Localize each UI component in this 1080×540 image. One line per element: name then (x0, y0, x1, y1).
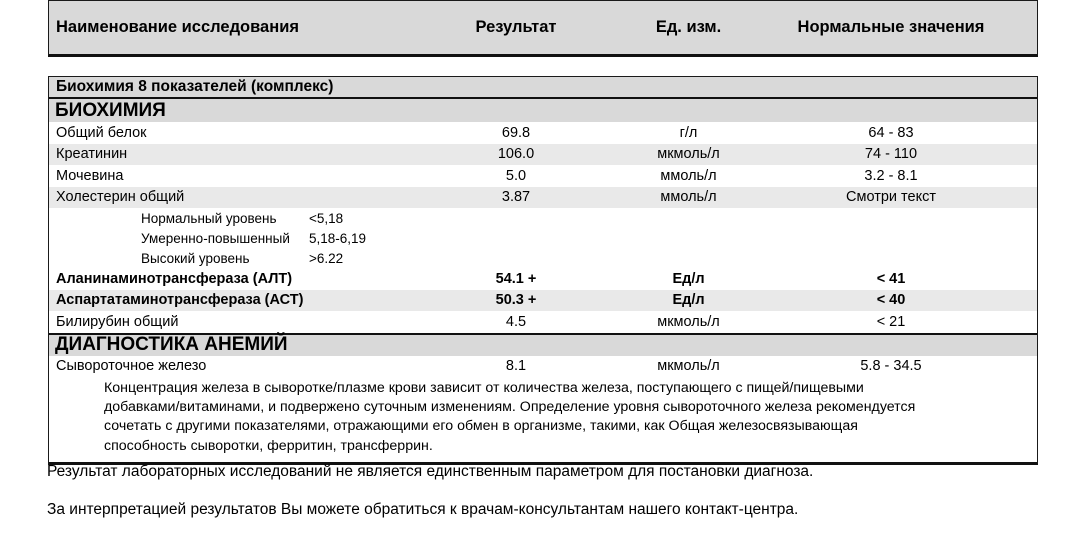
test-result: 69.8 (501, 124, 531, 141)
level-value: >6.22 (309, 250, 344, 266)
table-row-ast (49, 290, 1037, 312)
cholesterol-level-row-high (49, 248, 1037, 268)
test-result: 3.87 (501, 189, 531, 206)
test-result: 5.0 (505, 167, 527, 184)
test-name: Билирубин общий (56, 313, 179, 330)
test-unit: ммоль/л (660, 167, 717, 184)
results-table (48, 76, 1038, 465)
comment-line: Концентрация железа в сыворотке/плазме крови зависит от количества железа, поступающего с пищей/пищевыми (104, 380, 864, 396)
column-header-units: Ед. изм. (655, 18, 722, 36)
level-label: Высокий уровень (141, 250, 250, 266)
comment-line: сочетать с другими показателями, отражающими его обмен в организме, такими, как Общая железосвязывающая (104, 418, 858, 435)
table-row-urea (49, 165, 1037, 187)
test-result: 4.5 (505, 313, 527, 330)
contact-center-text: За интерпретацией результатов Вы можете обратиться к врачам-консультантам нашего контакт-центра. (47, 501, 799, 518)
test-normal: 64 - 83 (868, 124, 914, 141)
level-value: <5,18 (309, 210, 344, 226)
disclaimer-text: Результат лабораторных исследований не является единственным параметром для постановки диагноза. (47, 463, 814, 480)
cholesterol-level-row-normal (49, 208, 1037, 228)
test-name: Сывороточное железо (56, 358, 207, 375)
test-normal: Смотри текст (846, 189, 936, 206)
section-header-biochemistry (49, 99, 1037, 122)
level-value: 5,18-6,19 (309, 230, 367, 246)
column-header-normal-values: Нормальные значения (797, 18, 985, 36)
column-header-test-name: Наименование исследования (56, 18, 299, 36)
test-unit: г/л (679, 124, 698, 141)
section-title: ДИАГНОСТИКА АНЕМИЙ (55, 334, 288, 355)
level-label: Умеренно-повышенный (141, 230, 290, 246)
test-name: Аспартатаминотрансфераза (АСТ) (56, 292, 304, 309)
table-row-serum-iron (49, 356, 1037, 378)
test-normal: < 40 (876, 292, 906, 309)
test-name: Холестерин общий (56, 189, 185, 206)
level-label: Нормальный уровень (141, 210, 277, 226)
column-header-result: Результат (475, 18, 557, 36)
test-normal: < 21 (876, 313, 906, 330)
table-row-bilirubin (49, 311, 1037, 333)
test-unit: Ед/л (672, 270, 705, 287)
test-normal: 3.2 - 8.1 (864, 167, 918, 184)
section-title: БИОХИМИЯ (55, 99, 166, 121)
test-unit: мкмоль/л (657, 313, 720, 330)
test-unit: ммоль/л (660, 189, 717, 206)
test-unit: Ед/л (672, 292, 705, 309)
table-row-alt (49, 268, 1037, 290)
test-result: 106.0 (497, 146, 535, 163)
section-header-anemia (49, 333, 1037, 356)
comment-line: способность сыворотки, ферритин, трансферрин. (104, 437, 433, 454)
test-unit: мкмоль/л (657, 146, 720, 163)
test-result: 8.1 (505, 358, 527, 375)
cholesterol-level-row-moderate (49, 228, 1037, 248)
results-table-header (48, 0, 1038, 57)
test-normal: 5.8 - 34.5 (860, 358, 922, 375)
test-normal: 74 - 110 (864, 146, 918, 163)
test-name: Общий белок (56, 124, 147, 141)
serum-iron-comment (49, 377, 1037, 462)
table-row-cholesterol (49, 187, 1037, 209)
test-name: Креатинин (56, 146, 128, 163)
test-result: 50.3 + (495, 292, 537, 309)
test-name: Мочевина (56, 167, 124, 184)
panel-title-row (49, 77, 1037, 99)
test-unit: мкмоль/л (657, 358, 720, 375)
test-result: 54.1 + (495, 270, 537, 287)
test-normal: < 41 (876, 270, 906, 287)
table-row-total-protein (49, 122, 1037, 144)
table-row-creatinine (49, 144, 1037, 166)
panel-title: Биохимия 8 показателей (комплекс) (56, 78, 334, 95)
test-name: Аланинаминотрансфераза (АЛТ) (56, 270, 293, 287)
comment-line: добавками/витаминами, и подвержено суточным изменениям. Определение уровня сывороточного железа рекомендуется (104, 399, 916, 416)
